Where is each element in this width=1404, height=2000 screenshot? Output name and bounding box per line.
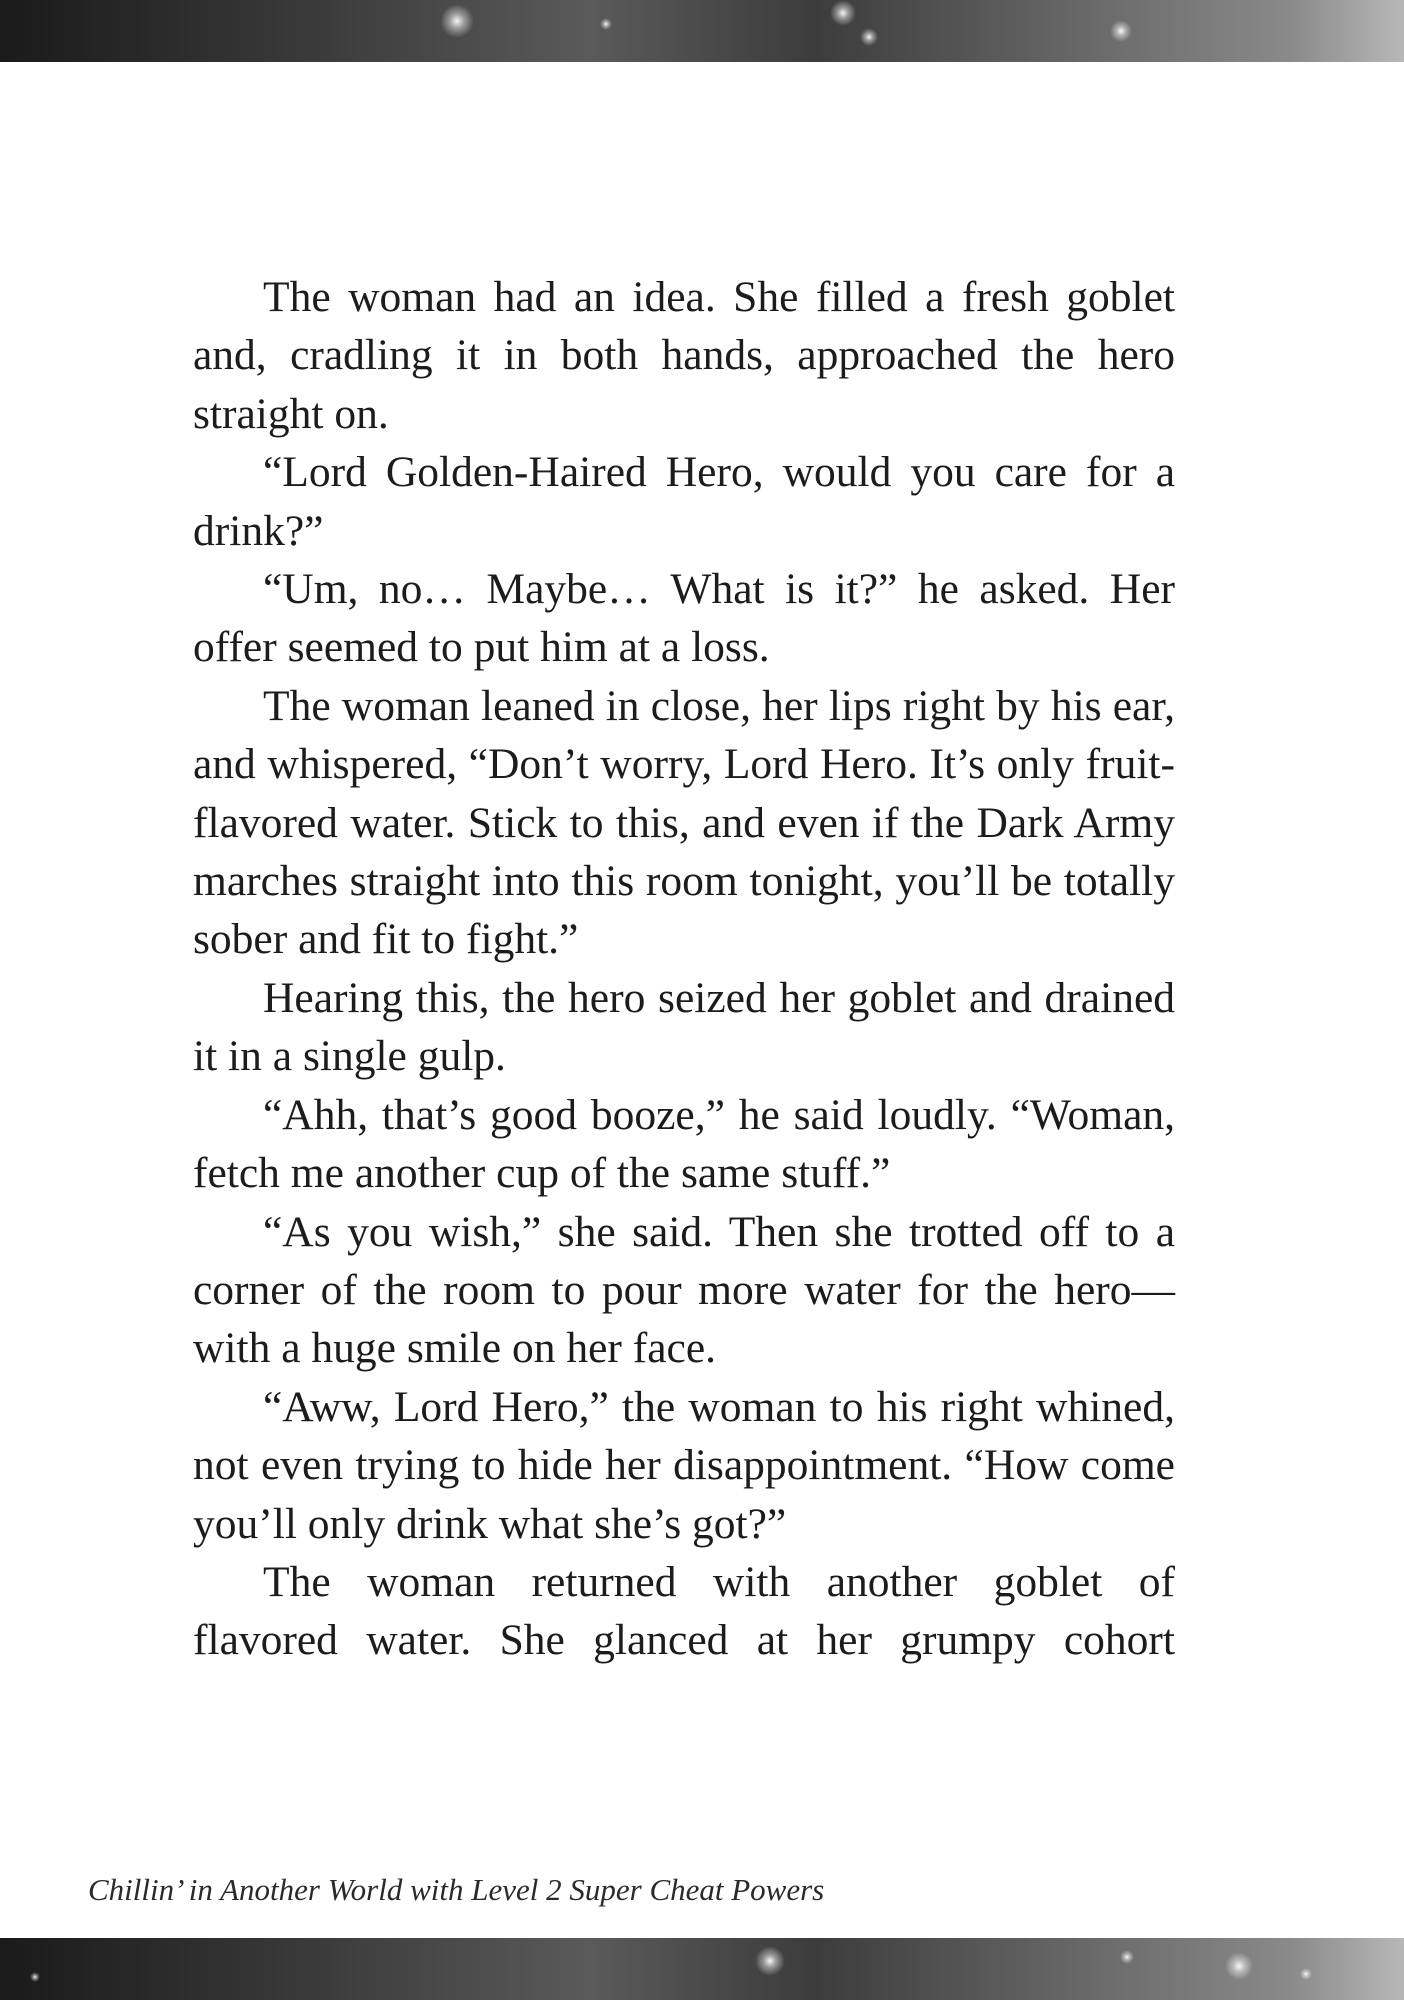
sparkle-decoration — [755, 1946, 785, 1976]
book-title-footer: Chillin’ in Another World with Level 2 Super Cheat Powers — [88, 1872, 825, 1907]
paragraph: “Aww, Lord Hero,” the woman to his right whined, not even trying to hide her disappointment. “How come you’ll only drink what she’s got?” — [193, 1382, 1175, 1548]
sparkle-decoration — [830, 0, 856, 26]
paragraph: The woman returned with another goblet of flavored water. She glanced at her grumpy cohort — [193, 1557, 1175, 1665]
bottom-decorative-band — [0, 1938, 1404, 2000]
sparkle-decoration — [1110, 20, 1132, 42]
sparkle-decoration — [1225, 1952, 1253, 1980]
paragraph: “Ahh, that’s good booze,” he said loudly. “Woman, fetch me another cup of the same stuff.” — [193, 1090, 1175, 1198]
top-decorative-band — [0, 0, 1404, 62]
paragraph: The woman had an idea. She filled a fresh goblet and, cradling it in both hands, approached the hero straight on. — [193, 273, 1175, 438]
paragraph: “Um, no… Maybe… What is it?” he asked. Her offer seemed to put him at a loss. — [193, 565, 1175, 672]
paragraph: Hearing this, the hero seized her goblet and drained it in a single gulp. — [193, 973, 1175, 1081]
sparkle-decoration — [30, 1972, 40, 1982]
sparkle-decoration — [600, 18, 612, 30]
paragraph: “Lord Golden-Haired Hero, would you care for a drink?” — [193, 448, 1175, 555]
paragraph: The woman leaned in close, her lips right by his ear, and whispered, “Don’t worry, Lord Hero. It’s only fruit-flavored water. Stick to this, and even if the Dark Army marches straight into this room tonight, you’ll be totally sober and fit to fight.” — [193, 681, 1175, 964]
page-body-text — [193, 268, 1175, 1670]
paragraph: “As you wish,” she said. Then she trotted off to a corner of the room to pour more water for the hero—with a huge smile on her face. — [193, 1207, 1175, 1373]
sparkle-decoration — [1120, 1950, 1134, 1964]
sparkle-decoration — [860, 28, 878, 46]
sparkle-decoration — [440, 4, 474, 38]
sparkle-decoration — [1300, 1968, 1312, 1980]
